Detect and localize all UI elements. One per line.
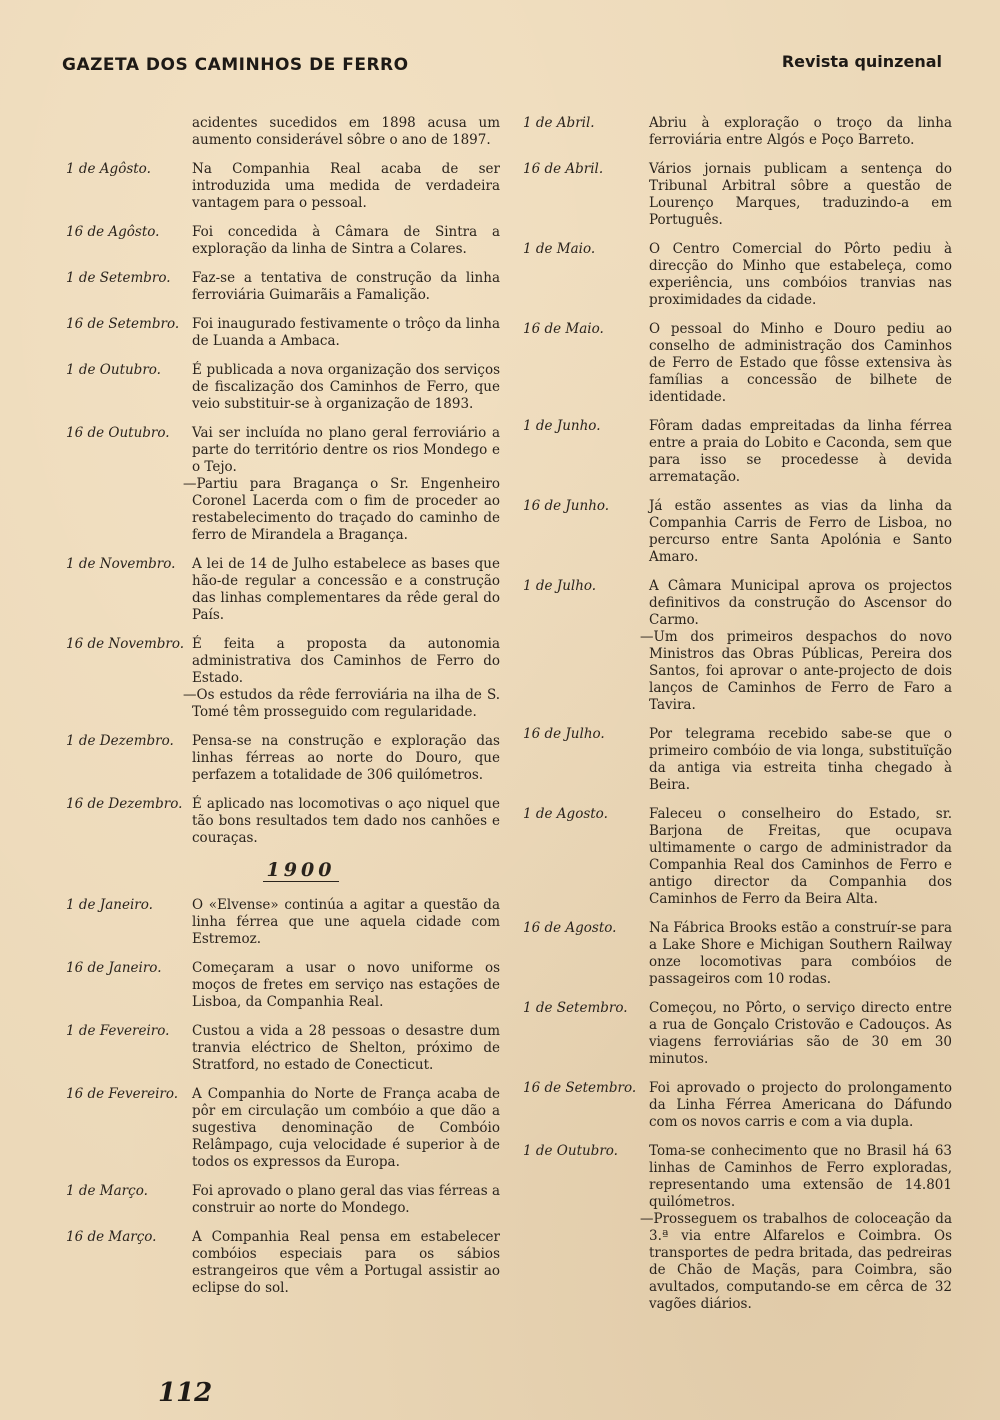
entry-paragraph: Na Fábrica Brooks estão a construír-se para a Lake Shore e Michigan Southern Railway onze locomotivas para combóios de passageiros com 10 rodas. [649, 920, 952, 987]
entry-text [192, 897, 500, 948]
chronology-entry [62, 960, 500, 1011]
entry-date: 16 de Janeiro. [66, 960, 162, 976]
entry-text [649, 726, 952, 794]
entry-date: 1 de Outubro. [523, 1143, 618, 1159]
chronology-entry [519, 578, 952, 714]
entry-paragraph: Foi aprovado o projecto do prolongamento da Linha Férrea Americana do Dáfundo com os novos carris e com a via dupla. [649, 1080, 952, 1130]
chronology-list-1899 [62, 115, 500, 847]
entry-date: 16 de Agosto. [523, 920, 617, 936]
entry-date: 1 de Maio. [523, 241, 596, 257]
entry-paragraph: É aplicado nas locomotivas o aço niquel que tão bons resultados tem dado nos canhões e couraças. [192, 796, 500, 846]
entry-date: 1 de Agosto. [523, 806, 608, 822]
entry-paragraph: —Um dos primeiros despachos do novo Ministros das Obras Públicas, Pereira dos Santos, foi aprovar o ante-projecto de dois lanços de Caminhos de Ferro de Faro a Tavira. [640, 629, 952, 713]
chronology-entry [62, 636, 500, 721]
chronology-list-1900-left [62, 897, 500, 1297]
entry-date: 1 de Janeiro. [66, 897, 153, 913]
entry-text [192, 796, 500, 847]
chronology-entry [62, 316, 500, 350]
entry-paragraph: Já estão assentes as vias da linha da Companhia Carris de Ferro de Lisboa, no percurso entre Santa Apolónia e Santo Amaro. [649, 498, 952, 565]
chronology-entry [62, 115, 500, 149]
entry-paragraph: Faleceu o conselheiro do Estado, sr. Barjona de Freitas, que ocupava ultimamente o cargo de administrador da Companhia Real dos Caminhos de Ferro e antigo director da Companhia dos Caminhos de Ferro da Beira Alta. [649, 806, 952, 907]
entry-date: 16 de Outubro. [66, 425, 170, 441]
entry-text [640, 1143, 952, 1313]
entry-paragraph: —Os estudos da rêde ferroviária na ilha de S. Tomé têm prosseguido com regularidade. [183, 687, 500, 720]
entry-date: 16 de Agôsto. [66, 224, 160, 240]
year-heading [102, 859, 500, 881]
entry-text [649, 1000, 952, 1068]
entry-text [192, 115, 500, 149]
entry-paragraph: Na Companhia Real acaba de ser introduzida uma medida de verdadeira vantagem para o pessoal. [192, 161, 500, 211]
entry-text [649, 418, 952, 486]
entry-date: 16 de Novembro. [66, 636, 185, 652]
entry-date: 16 de Março. [66, 1229, 157, 1245]
chronology-entry [62, 224, 500, 258]
chronology-entry [519, 321, 952, 406]
entry-paragraph: É publicada a nova organização dos serviços de fiscalização dos Caminhos de Ferro, que veio substituir-se à organização de 1893. [192, 362, 500, 412]
entry-date [62, 115, 192, 149]
entry-date: 16 de Setembro. [66, 316, 180, 332]
entry-paragraph: A Companhia Real pensa em estabelecer combóios especiais para os sábios estrangeiros que vêm a Portugal assistir ao eclipse do sol. [192, 1229, 500, 1296]
entry-date: 1 de Março. [66, 1183, 148, 1199]
entry-date: 16 de Maio. [523, 321, 604, 337]
entry-text [192, 316, 500, 350]
entry-text [649, 241, 952, 309]
chronology-entry [62, 556, 500, 624]
entry-text [192, 1086, 500, 1171]
entry-text [192, 224, 500, 258]
entry-text [192, 556, 500, 624]
entry-text [649, 806, 952, 908]
chronology-entry [62, 1086, 500, 1171]
entry-text [192, 960, 500, 1011]
chronology-entry [519, 726, 952, 794]
chronology-entry [519, 418, 952, 486]
entry-paragraph: acidentes sucedidos em 1898 acusa um aumento considerável sôbre o ano de 1897. [192, 115, 500, 148]
entry-text [649, 115, 952, 149]
chronology-entry [519, 1143, 952, 1313]
entry-paragraph: Toma-se conhecimento que no Brasil há 63 linhas de Caminhos de Ferro exploradas, representando uma extensão de 14.801 quilómetros. [649, 1143, 952, 1210]
entry-date: 1 de Novembro. [66, 556, 176, 572]
chronology-entry [62, 270, 500, 304]
entry-text [649, 920, 952, 988]
entry-date: 1 de Setembro. [523, 1000, 628, 1016]
entry-date: 1 de Fevereiro. [66, 1023, 170, 1039]
entry-paragraph: Faz-se a tentativa de construção da linha ferroviária Guimarãis a Famalição. [192, 270, 500, 303]
entry-paragraph: Custou a vida a 28 pessoas o desastre dum tranvia eléctrico de Shelton, próximo de Stratford, no estado de Conecticut. [192, 1023, 500, 1073]
magazine-subtitle: Revista quinzenal [781, 52, 942, 71]
entry-date: 16 de Abril. [523, 161, 604, 177]
entry-date: 1 de Setembro. [66, 270, 171, 286]
entry-paragraph: Começou, no Pôrto, o serviço directo entre a rua de Gonçalo Cristovão e Cadouços. As viagens ferroviárias são de 30 em 30 minutos. [649, 1000, 952, 1067]
chronology-entry [519, 498, 952, 566]
chronology-entry [519, 1000, 952, 1068]
year-heading-text: 1900 [263, 859, 340, 882]
entry-date: 1 de Abril. [523, 115, 595, 131]
entry-date: 16 de Setembro. [523, 1080, 637, 1096]
chronology-entry [519, 115, 952, 149]
entry-date: 1 de Dezembro. [66, 733, 174, 749]
chronology-list-1900-right [519, 115, 952, 1313]
chronology-entry [519, 161, 952, 229]
entry-paragraph: O «Elvense» continúa a agitar a questão da linha férrea que une aquela cidade com Estremoz. [192, 897, 500, 947]
entry-paragraph: —Partiu para Bragança o Sr. Engenheiro Coronel Lacerda com o fim de proceder ao restabelecimento do traçado do caminho de ferro de Mirandela a Bragança. [183, 476, 500, 543]
entry-text [192, 161, 500, 212]
entry-date: 1 de Outubro. [66, 362, 161, 378]
chronology-entry [519, 1080, 952, 1131]
chronology-entry [62, 1229, 500, 1297]
chronology-entry [62, 897, 500, 948]
entry-text [192, 1023, 500, 1074]
entry-paragraph: Começaram a usar o novo uniforme os moços de fretes em serviço nas estações de Lisboa, da Companhia Real. [192, 960, 500, 1010]
entry-paragraph: Vai ser incluída no plano geral ferroviário a parte do território dentre os rios Mondego e o Tejo. [192, 425, 500, 475]
chronology-entry [62, 425, 500, 544]
entry-text [640, 578, 952, 714]
entry-paragraph: A Câmara Municipal aprova os projectos definitivos da construção do Ascensor do Carmo. [649, 578, 952, 628]
magazine-title: GAZETA DOS CAMINHOS DE FERRO [62, 55, 409, 75]
entry-text [649, 1080, 952, 1131]
entry-paragraph: Vários jornais publicam a sentença do Tribunal Arbitral sôbre a questão de Lourenço Marques, traduzindo-a em Português. [649, 161, 952, 228]
entry-text [183, 425, 500, 544]
right-column [519, 115, 952, 1325]
chronology-entry [519, 241, 952, 309]
entry-paragraph: A lei de 14 de Julho estabelece as bases que hão-de regular a concessão e a construção das linhas complementares da rêde geral do País. [192, 556, 500, 623]
entry-text [183, 636, 500, 721]
entry-paragraph: O Centro Comercial do Pôrto pediu à direcção do Minho que estabeleça, como experiência, uns combóios tranvias nas proximidades da cidade. [649, 241, 952, 308]
entry-date: 1 de Junho. [523, 418, 601, 434]
entry-paragraph: Foi concedida à Câmara de Sintra a exploração da linha de Sintra a Colares. [192, 224, 500, 257]
chronology-entry [62, 796, 500, 847]
entry-text [192, 1183, 500, 1217]
entry-date: 16 de Julho. [523, 726, 605, 742]
entry-paragraph: Abriu à exploração o troço da linha ferroviária entre Algós e Poço Barreto. [649, 115, 952, 148]
entry-text [649, 321, 952, 406]
chronology-entry [62, 733, 500, 784]
entry-date: 16 de Dezembro. [66, 796, 183, 812]
entry-text [192, 1229, 500, 1297]
chronology-entry [62, 161, 500, 212]
entry-text [649, 161, 952, 229]
entry-paragraph: O pessoal do Minho e Douro pediu ao conselho de administração dos Caminhos de Ferro de Estado que fôsse extensiva às famílias a concessão de bilhete de identidade. [649, 321, 952, 405]
entry-text [649, 498, 952, 566]
entry-text [192, 270, 500, 304]
chronology-entry [62, 1023, 500, 1074]
entry-date: 1 de Julho. [523, 578, 597, 594]
entry-paragraph: Fôram dadas empreitadas da linha férrea entre a praia do Lobito e Caconda, sem que para isso se procedesse à devida arrematação. [649, 418, 952, 485]
entry-paragraph: Foi inaugurado festivamente o trôço da linha de Luanda a Ambaca. [192, 316, 501, 349]
chronology-entry [62, 1183, 500, 1217]
chronology-entry [62, 362, 500, 413]
entry-paragraph: É feita a proposta da autonomia administrativa dos Caminhos de Ferro do Estado. [192, 636, 500, 686]
entry-paragraph: Foi aprovado o plano geral das vias férreas a construir ao norte do Mondego. [192, 1183, 500, 1216]
entry-date: 16 de Fevereiro. [66, 1086, 179, 1102]
entry-date: 1 de Agôsto. [66, 161, 151, 177]
entry-text [192, 733, 500, 784]
chronology-entry [519, 920, 952, 988]
entry-date: 16 de Junho. [523, 498, 610, 514]
chronology-entry [519, 806, 952, 908]
left-column [62, 115, 500, 1309]
entry-paragraph: Por telegrama recebido sabe-se que o primeiro combóio de via longa, substituïção da antiga via estreita tinha chegado à Beira. [649, 726, 952, 793]
entry-paragraph: Pensa-se na construção e exploração das linhas férreas ao norte do Douro, que perfazem a totalidade de 306 quilómetros. [192, 733, 500, 783]
page-number: 112 [158, 1378, 213, 1408]
entry-paragraph: A Companhia do Norte de França acaba de pôr em circulação um combóio a que dão a sugestiva denominação de Combóio Relâmpago, cuja velocidade é superior à de todos os expressos da Europa. [192, 1086, 500, 1170]
entry-paragraph: —Prosseguem os trabalhos de coloceação da 3.ª via entre Alfarelos e Coimbra. Os transportes de pedra britada, das pedreiras de Chão de Maçãs, para Coimbra, são avultados, computando-se em cêrca de 32 vagões diários. [640, 1211, 952, 1312]
entry-text [192, 362, 500, 413]
